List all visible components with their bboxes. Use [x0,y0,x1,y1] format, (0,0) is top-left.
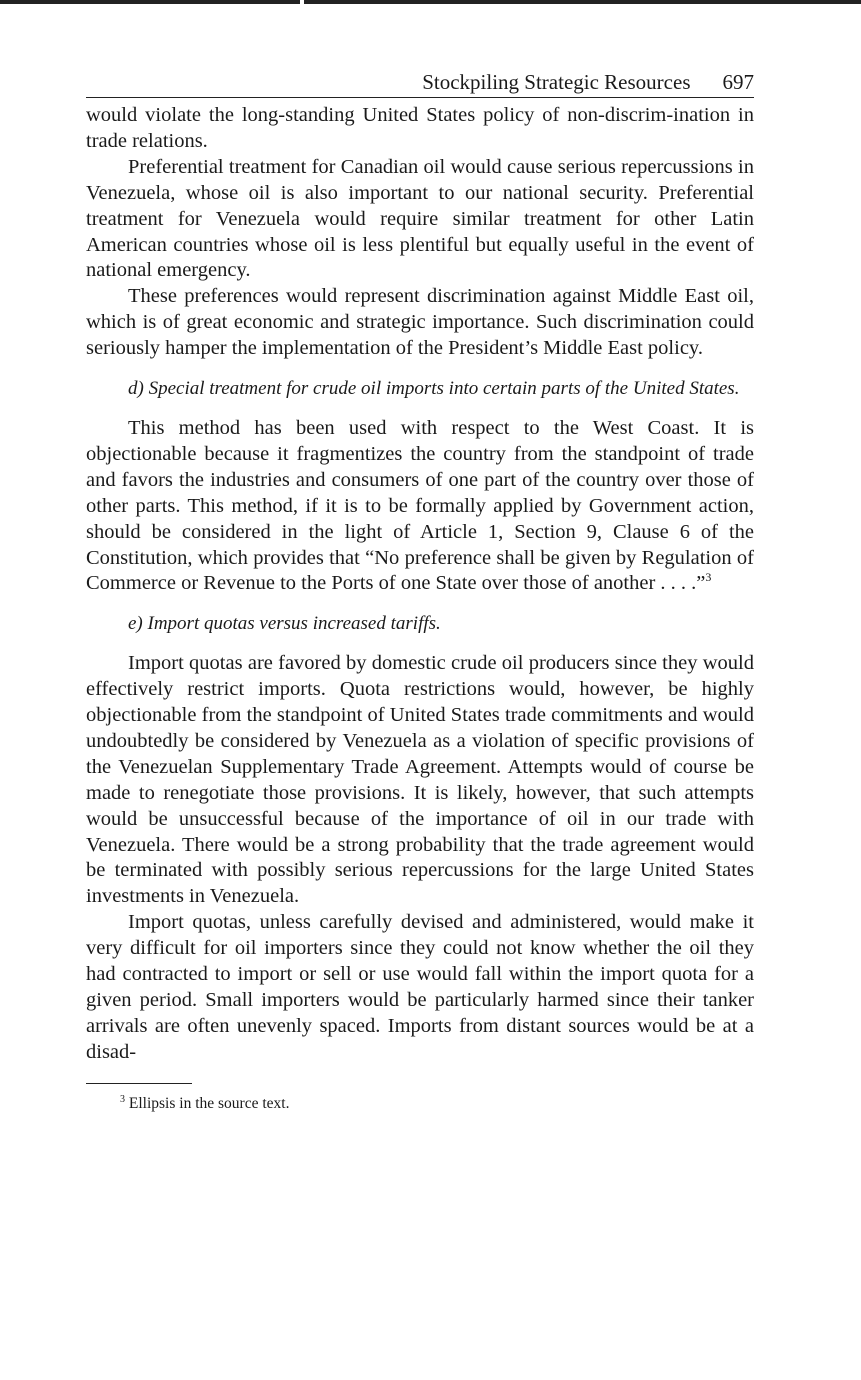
page [86,70,754,1114]
paragraph-canadian-oil: Preferential treatment for Canadian oil would cause serious repercussions in Venezuela, whose oil is also important to our national security. Preferential treatment for Venezuela would require similar treatment for other Latin American countries whose oil is less plentiful but equally useful in the event of national emergency. [86,155,754,282]
paragraph-west-coast-text: This method has been used with respect to the West Coast. It is objectionable because it fragmentizes the country from the standpoint of trade and favors the industries and consumers of one part of the country over those of other parts. This method, if it is to be formally applied by Government action, should be considered in the light of Article 1, Section 9, Clause 6 of the Constitution, which provides that “No preference shall be given by Regulation of Commerce or Revenue to the Ports of one State over those of another . . . .” [86,416,754,595]
footnote-reference: 3 [705,570,712,585]
running-head-title: Stockpiling Strategic Resources [422,70,691,94]
section-heading-e: e) Import quotas versus increased tariffs. [128,613,441,635]
paragraph-west-coast [86,416,754,597]
footnote [86,1094,754,1114]
footnote-number: 3 [120,1093,125,1105]
footnote-text: Ellipsis in the source text. [128,1094,290,1112]
scan-top-edge-gap [300,0,304,4]
page-number: 697 [722,70,754,94]
section-heading-d: d) Special treatment for crude oil imports into certain parts of the United States. [128,378,740,400]
footnote-rule [86,1083,192,1084]
paragraph-middle-east: These preferences would represent discrimination against Middle East oil, which is of great economic and strategic importance. Such discrimination could seriously hamper the implementation of the President’s Middle East policy. [86,285,754,360]
paragraph-quota-administration: Import quotas, unless carefully devised and administered, would make it very difficult for oil importers since they could not know whether the oil they had contracted to import or sell or use would fall within the import quota for a given period. Small importers would be particularly harmed since their tanker arrivals are often unevenly spaced. Imports from distant sources would be at a disad- [86,911,754,1063]
paragraph-continued: would violate the long-standing United States policy of non-discrim-ination in trade relations. [86,104,754,152]
running-head [86,70,754,98]
paragraph-import-quotas: Import quotas are favored by domestic crude oil producers since they would effectively restrict imports. Quota restrictions would, however, be highly objectionable from the standpoint of United States trade commitments and would undoubtedly be considered by Venezuela as a violation of specific provisions of the Venezuelan Supplementary Trade Agreement. Attempts would of course be made to renegotiate those provisions. It is likely, however, that such attempts would be unsuccessful because of the importance of oil in our trade with Venezuela. There would be a strong probability that the trade agreement would be terminated with possibly serious repercussions for the large United States investments in Venezuela. [86,652,754,908]
scan-top-edge [0,0,861,4]
